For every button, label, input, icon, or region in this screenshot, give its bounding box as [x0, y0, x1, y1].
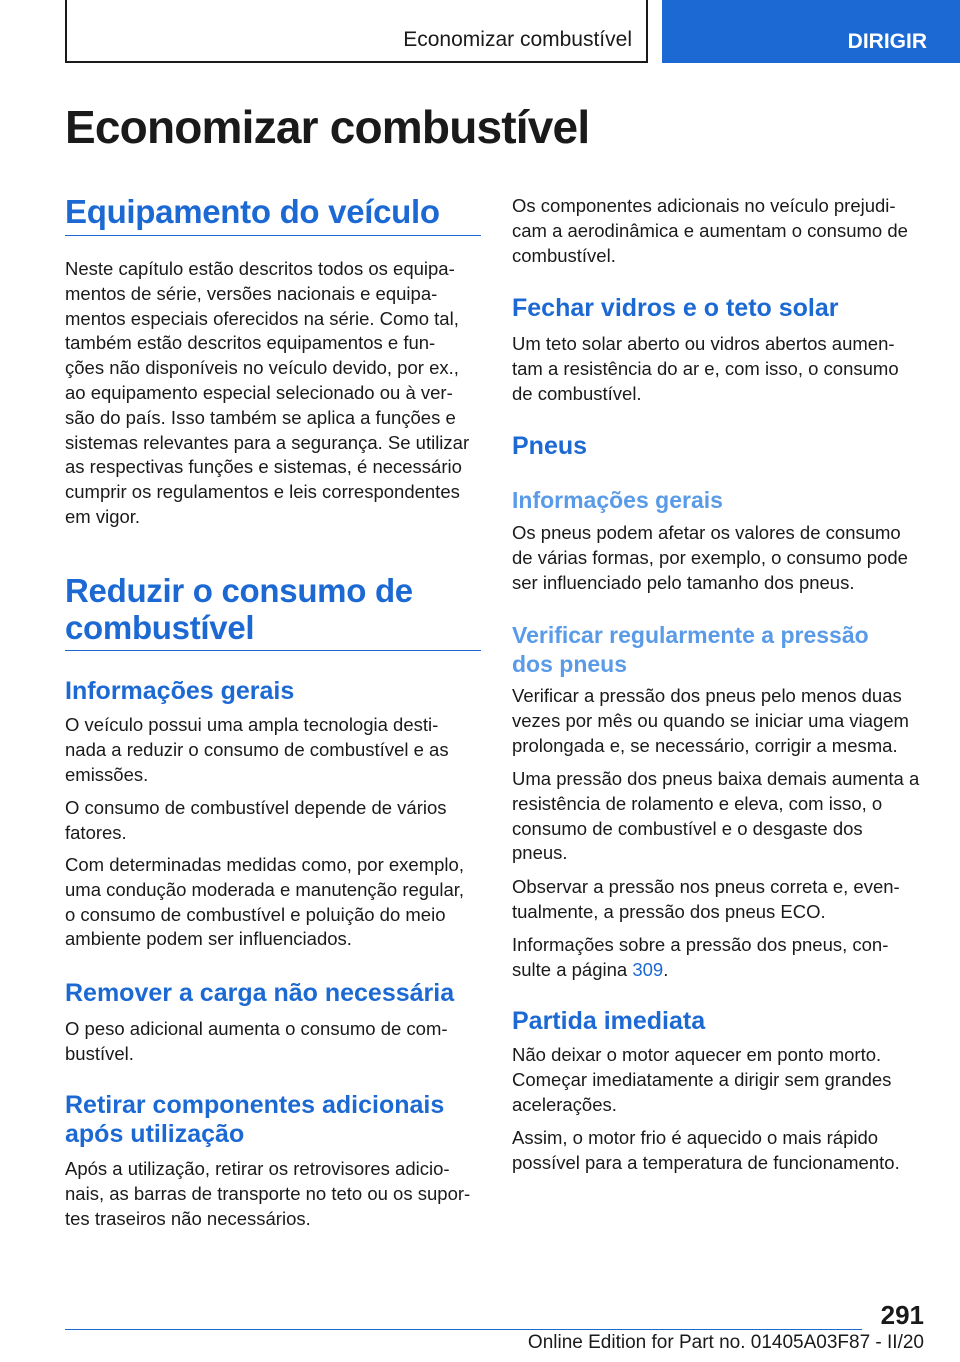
pressure-reference-paragraph: [512, 933, 888, 983]
remove-paragraph: O peso adicional aumenta o consumo de com- bustível.: [65, 1018, 448, 1064]
pressure-reference-text: Informações sobre a pressão dos pneus, con- sulte a página: [512, 934, 889, 980]
equipment-text: Neste capítulo estão descritos todos os equipa- mentos de série, versões nacionais e equipa- mentos especiais oferecidos na série. Como tal, também estão descritos equipamentos e fun- ções não disponíveis no veículo devido, por ex., ao equipamento especial selecionado ou à ver- são do país. Isso também se aplica a funções e sistemas relevantes para a segurança. Se utilizar as respectivas funções e sistemas, é necessário cumprir os regulamentos e leis correspondentes em vigor.: [65, 258, 470, 527]
subsection-title-tyres: Pneus: [512, 432, 588, 460]
retirar-paragraph: Após a utilização, retirar os retrovisores adicio- nais, as barras de transporte no teto ou os supor- tes traseiros não necessários.: [65, 1158, 471, 1229]
footer-rule: [65, 1329, 862, 1330]
page-reference-link[interactable]: 309: [632, 958, 664, 980]
page-number: 291: [880, 1300, 924, 1330]
chapter-tab-label: DIRIGIR: [847, 30, 927, 53]
pressure-reference-suffix: .: [663, 958, 669, 980]
pressure-title: Verificar regularmente a pressão dos pneus: [512, 622, 869, 677]
subsection-title-start: Partida imediata: [512, 1007, 706, 1035]
footer-edition: Online Edition for Part no. 01405A03F87 - II/20: [527, 1332, 924, 1353]
subsection-title-windows: Fechar vidros e o teto solar: [512, 294, 839, 322]
header-section-title: Economizar combustível: [403, 28, 632, 51]
info-paragraph: Com determinadas medidas como, por exemplo, uma condução moderada e manutenção regular, o consumo de combustível e poluição do meio ambiente podem ser influenciados.: [65, 854, 465, 950]
section-title-equipment: Equipamento do veículo: [65, 193, 440, 230]
start-paragraph: Assim, o motor frio é aquecido o mais rápido possível para a temperatura de funcionamento.: [512, 1127, 900, 1173]
subsection-title-info: Informações gerais: [65, 677, 295, 705]
page-title: Economizar combustível: [65, 101, 590, 153]
tyres-info-title: Informações gerais: [512, 487, 723, 513]
info-paragraph: O veículo possui uma ampla tecnologia desti- nada a reduzir o consumo de combustível e as emissões.: [65, 714, 449, 785]
windows-paragraph: Um teto solar aberto ou vidros abertos aumen- tam a resistência do ar e, com isso, o consumo de combustível.: [512, 333, 899, 404]
info-paragraph: O consumo de combustível depende de vários fatores.: [65, 797, 447, 843]
section-rule: [65, 235, 481, 236]
subsection-title-retirar: Retirar componentes adicionais após utilização: [65, 1091, 445, 1148]
pressure-paragraph: Verificar a pressão dos pneus pelo menos duas vezes por mês ou quando se iniciar uma viagem prolongada e, se necessário, corrigir a mesma.: [512, 685, 909, 756]
pressure-paragraph: Observar a pressão nos pneus correta e, even- tualmente, a pressão dos pneus ECO.: [512, 876, 900, 922]
section-title-reduce: Reduzir o consumo de combustível: [65, 572, 413, 646]
tyres-info-paragraph: Os pneus podem afetar os valores de consumo de várias formas, por exemplo, o consumo pode ser influenciado pelo tamanho dos pneus.: [512, 522, 908, 593]
chapter-tab[interactable]: [662, 0, 960, 63]
header-section-box: [65, 0, 648, 63]
pressure-paragraph: Uma pressão dos pneus baixa demais aumenta a resistência de rolamento e eleva, com isso, o consumo de combustível e o desgaste dos pneus.: [512, 768, 920, 864]
subsection-title-remove: Remover a carga não necessária: [65, 979, 455, 1007]
intro-paragraph: Os componentes adicionais no veículo prejudi- cam a aerodinâmica e aumentam o consumo de combustível.: [512, 195, 908, 266]
section-rule: [65, 650, 481, 651]
start-paragraph: Não deixar o motor aquecer em ponto morto. Começar imediatamente a dirigir sem grandes acelerações.: [512, 1044, 892, 1115]
